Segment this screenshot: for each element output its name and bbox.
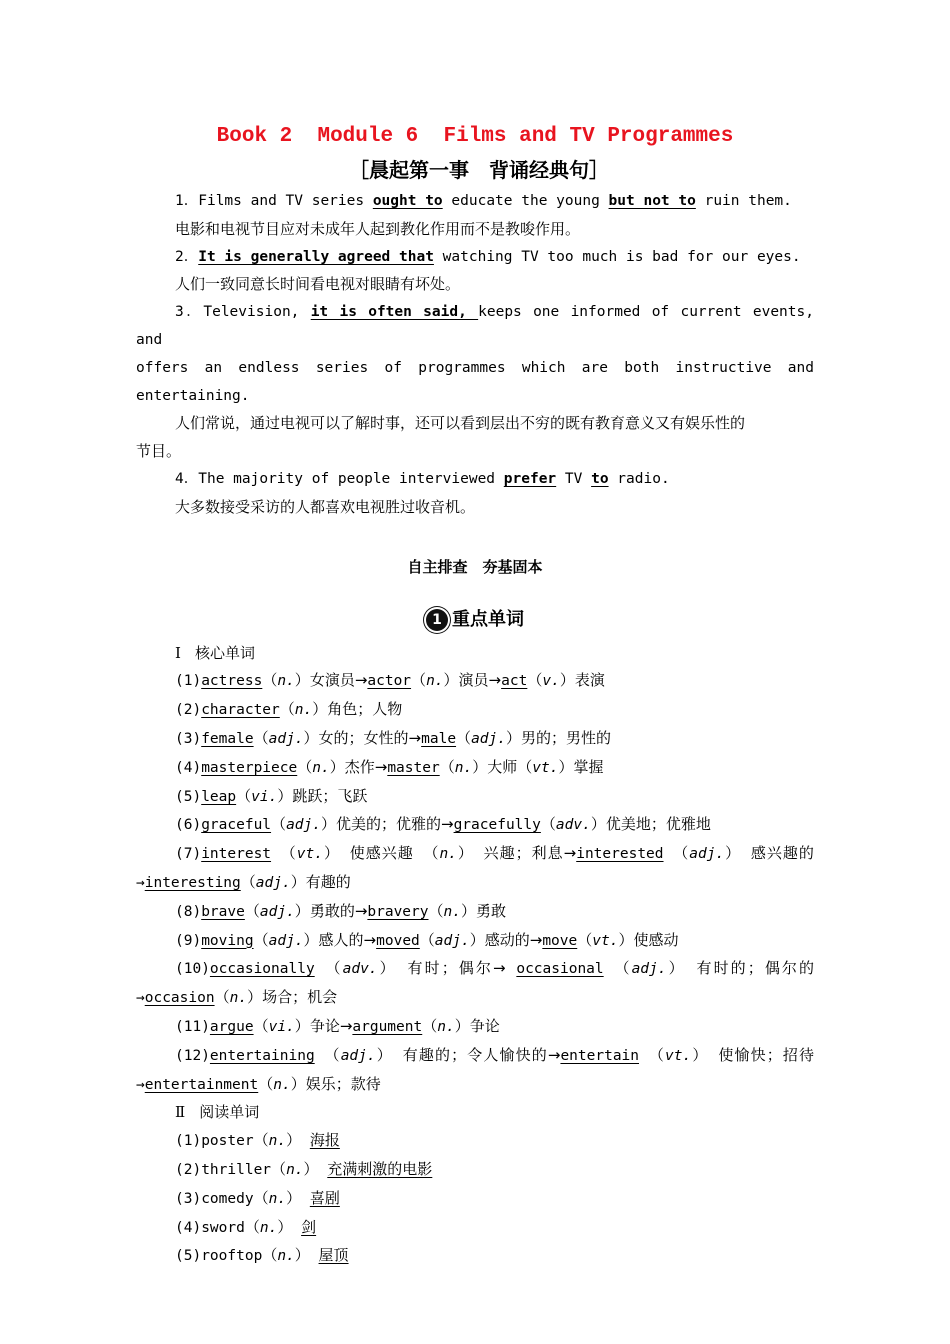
vocab-item: (12)entertaining （adj.） 有趣的；令人愉快的→entertain （vt.） 使愉快；招待 [175,1045,814,1064]
sentence-1: 1．Films and TV series ought to educate the young but not to ruin them. [175,193,792,209]
badge-label: 重点单词 [452,608,524,630]
sentence-2-translation: 人们一致同意长时间看电视对眼睛有坏处。 [175,275,461,294]
page-title: Book 2 Module 6 Films and TV Programmes [216,125,734,148]
vocab-item: (2)character（n.）角色；人物 [175,700,403,719]
vocab-item: (6)graceful（adj.）优美的；优雅的→gracefully（adv.）优美地；优雅地 [175,815,711,834]
vocab-item: (2)thriller（n.） 充满刺激的电影 [175,1159,433,1178]
vocab-item: (5)leap（vi.）跳跃；飞跃 [175,786,368,805]
sentence-4-translation: 大多数接受采访的人都喜欢电视胜过收音机。 [175,497,476,516]
key-phrase: It is generally agreed that [198,248,434,265]
sentence-3-line-1: 3．Television, it is often said, keeps one informed of current events, and [136,304,814,348]
reading-words-heading: Ⅱ 阅读单词 [175,1103,260,1122]
key-phrase: it is often said, [310,304,479,321]
number-circle-icon: 1 [426,609,448,631]
core-words-heading: Ⅰ 核心单词 [175,643,255,662]
sentence-3-line-2: offers an endless series of programmes which are both instructive and [136,359,814,376]
vocab-item: (1)actress（n.）女演员→actor（n.）演员→act（v.）表演 [175,671,605,690]
vocab-item: (1)poster（n.） 海报 [175,1131,340,1150]
vocab-item: (3)female（adj.）女的；女性的→male（adj.）男的；男性的 [175,728,612,747]
document-page [136,122,814,1271]
vocab-item: (8)brave（adj.）勇敢的→bravery（n.）勇敢 [175,901,507,920]
section-heading: 自主排查 夯基固本 [407,557,543,576]
sentence-3-translation: 人们常说，通过电视可以了解时事，还可以看到层出不穷的既有教育意义又有娱乐性的 [175,414,746,433]
vocab-item-cont: →occasion（n.）场合；机会 [136,988,338,1007]
vocab-item-cont: →entertainment（n.）娱乐；款待 [136,1074,381,1093]
vocab-item: (11)argue（vi.）争论→argument（n.）争论 [175,1016,500,1035]
vocab-item-cont: →interesting（adj.）有趣的 [136,872,351,891]
vocab-item: (5)rooftop（n.） 屋顶 [175,1246,349,1265]
sentence-2: 2．It is generally agreed that watching TV too much is bad for our eyes. [175,248,801,265]
sentence-1-translation: 电影和电视节目应对未成年人起到教化作用而不是教唆作用。 [175,219,581,238]
sentence-3-translation-cont: 节目。 [136,442,182,461]
key-phrase: ought to [372,193,443,209]
vocab-item: (9)moving（adj.）感人的→moved（adj.）感动的→move（vt.）使感动 [175,930,679,949]
sentence-3-line-3: entertaining. [136,387,250,404]
vocab-item: (10)occasionally （adv.） 有时；偶尔→ occasional （adj.） 有时的；偶尔的 [175,959,814,978]
vocab-item: (4)sword（n.） 剑 [175,1217,317,1236]
key-phrase: prefer [503,470,557,487]
sentence-4: 4．The majority of people interviewed prefer TV to radio. [175,470,670,487]
page-subtitle: ［晨起第一事 背诵经典句］ [349,158,609,182]
key-phrase: to [591,470,609,487]
key-phrase: but not to [608,193,696,209]
vocab-item: (7)interest （vt.） 使感兴趣 （n.） 兴趣；利息→interested （adj.） 感兴趣的 [175,844,814,863]
vocab-item: (3)comedy（n.） 喜剧 [175,1188,340,1207]
section-badge [136,600,814,640]
vocab-item: (4)masterpiece（n.）杰作→master（n.）大师（vt.）掌握 [175,757,604,776]
